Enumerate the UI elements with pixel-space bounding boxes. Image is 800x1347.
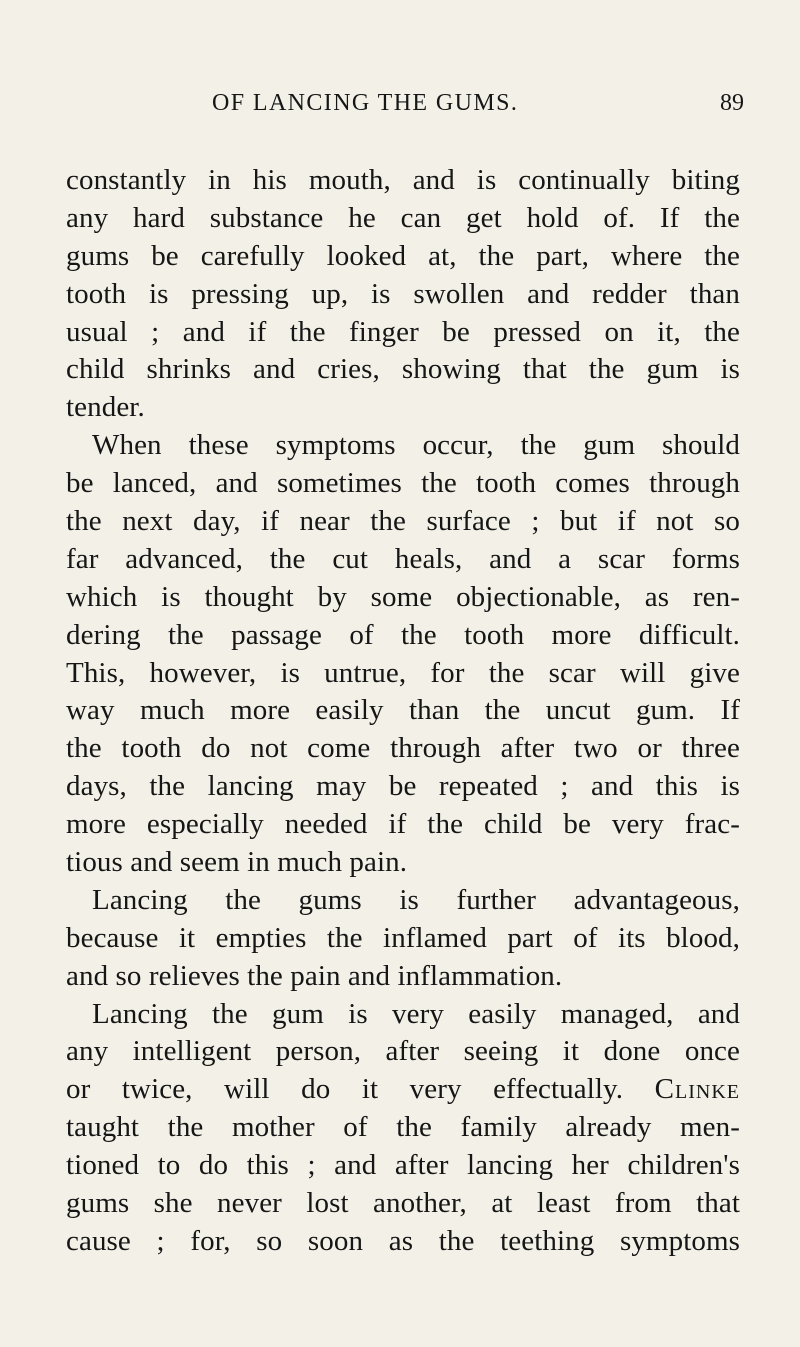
author-name: Clinke <box>654 1073 740 1106</box>
running-header <box>0 88 800 122</box>
text-line: dering the passage of the tooth more difficult. <box>66 618 740 651</box>
text-line: days, the lancing may be repeated ; and this is <box>66 770 740 803</box>
text-line: child shrinks and cries, showing that the gum is <box>66 353 740 386</box>
text-line-fragment: or twice, will do it very effectually. <box>66 1073 624 1106</box>
text-line: way much more easily than the uncut gum. If <box>66 694 740 727</box>
text-line: and so relieves the pain and inflammation. <box>66 959 563 992</box>
text-line: cause ; for, so soon as the teething symptoms <box>66 1224 740 1257</box>
text-line: any intelligent person, after seeing it done once <box>66 1035 740 1068</box>
text-line: gums she never lost another, at least from that <box>66 1187 740 1220</box>
text-line: constantly in his mouth, and is continually biting <box>66 164 740 196</box>
text-line: far advanced, the cut heals, and a scar forms <box>66 542 740 575</box>
text-line: tooth is pressing up, is swollen and redder than <box>66 277 740 310</box>
text-line: which is thought by some objectionable, as ren- <box>66 580 740 613</box>
text-line: be lanced, and sometimes the tooth comes through <box>66 467 740 500</box>
text-line: more especially needed if the child be very frac- <box>66 808 740 841</box>
text-line: any hard substance he can get hold of. If the <box>66 201 740 234</box>
text-line <box>66 1071 740 1109</box>
text-line: tious and seem in much pain. <box>66 846 408 879</box>
text-line: Lancing the gums is further advantageous, <box>92 883 740 916</box>
text-line: This, however, is untrue, for the scar will give <box>66 656 740 689</box>
body-text <box>66 162 740 1261</box>
text-line: the next day, if near the surface ; but if not so <box>66 505 740 538</box>
text-line: because it empties the inflamed part of its blood, <box>66 921 740 954</box>
text-line: usual ; and if the finger be pressed on it, the <box>66 315 740 348</box>
text-line: tender. <box>66 391 145 424</box>
text-line: taught the mother of the family already men- <box>66 1111 740 1144</box>
text-line: gums be carefully looked at, the part, where the <box>66 239 740 272</box>
page-number: 89 <box>720 90 744 116</box>
running-title: OF LANCING THE GUMS. <box>212 90 519 116</box>
text-line: tioned to do this ; and after lancing her children's <box>66 1149 740 1182</box>
text-line: the tooth do not come through after two or three <box>66 732 740 765</box>
text-line: Lancing the gum is very easily managed, and <box>92 997 740 1030</box>
text-line: When these symptoms occur, the gum should <box>92 429 740 462</box>
